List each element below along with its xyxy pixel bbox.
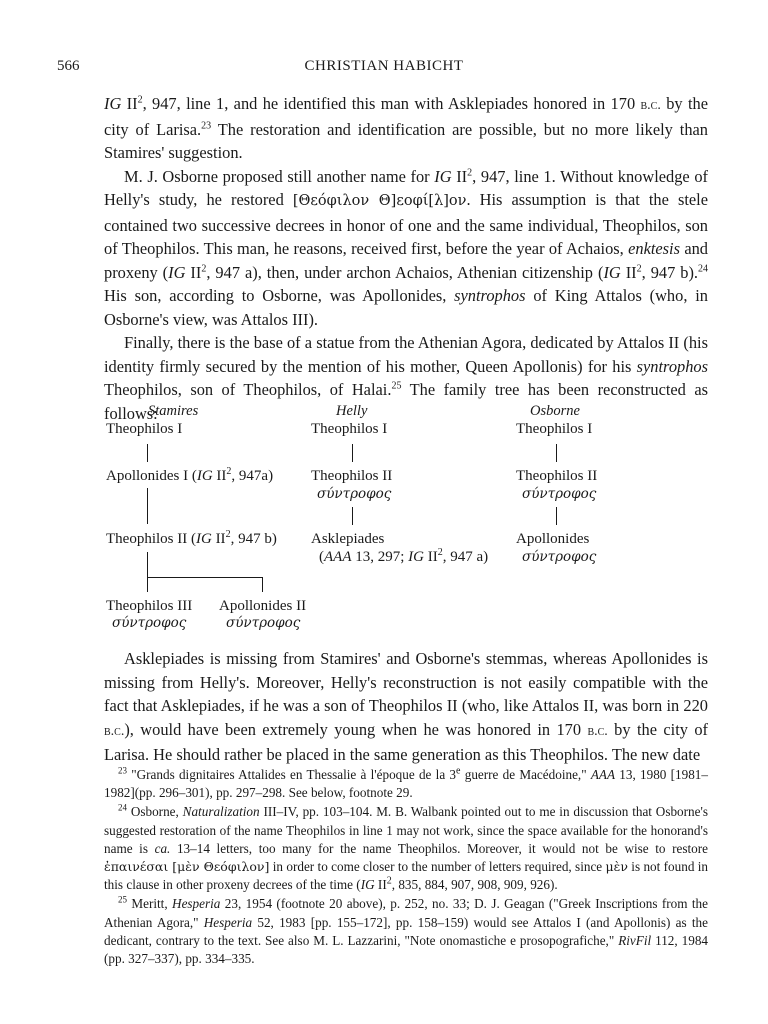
osborne-connector-1 <box>556 444 557 462</box>
footnote-ref-23: 23 <box>201 120 212 132</box>
helly-asklepiades: Asklepiades <box>311 531 385 547</box>
footnotes <box>104 766 708 969</box>
footnote-ref-24: 24 <box>698 263 709 275</box>
helly-connector-1 <box>352 444 353 462</box>
footnote-24: $^{24}$ Osborne, Naturalization III–IV, pp. 103–104. M. B. Walbank pointed out to me in discussion that Osborne's suggested restoration of the name Theophilos in line 1 may not work, since the space available for the honorand's name is ca. 13–14 letters, too many for the name Theophilos. Moreover, it would not be wise to restore ἐπαινέσαι [μὲν Θεόφιλον] in order to come closer to the number of letters required, since μὲν is not found in this clause in other proxeny decrees of the time (IG $II^2$, 835, 884, 907, 908, 909, 926). <box>104 803 709 893</box>
running-title: CHRISTIAN HABICHT <box>304 58 464 74</box>
page-number: 566 <box>57 58 80 74</box>
osborne-theophilos-2: Theophilos II <box>516 468 598 484</box>
osborne-theophilos-2-syntrophos: σύντροφος <box>522 486 597 502</box>
osborne-theophilos-1: Theophilos I <box>516 421 593 437</box>
stemma-title-osborne: Osborne <box>530 403 580 419</box>
helly-asklepiades-refs: (AAA 13, 297; IG $II^2$, 947 a) <box>319 547 489 565</box>
osborne-apollonides: Apollonides <box>516 531 590 547</box>
paragraph-3: Finally, there is the base of a statue from the Athenian Agora, dedicated by Attalos II (his identity firmly secured by the mention of his mother, Queen Apollonis) for his syntrophos Theophilos, son of Theophilos, of Halai.$^{25}$ The family tree has been reconstructed as follows: <box>104 333 708 423</box>
osborne-connector-2 <box>556 507 557 525</box>
helly-theophilos-1: Theophilos I <box>311 421 388 437</box>
stamires-theophilos-3: Theophilos III <box>106 598 193 614</box>
stamires-connector-4 <box>262 577 263 592</box>
stamires-apollonides-2-syntrophos: σύντροφος <box>226 615 301 631</box>
stamires-connector-3 <box>147 552 148 592</box>
paragraph-2: M. J. Osborne proposed still another name for IG $II^2$, 947, line 1. Without knowledge of Helly's study, he restored [Θεόφιλον Θ]εοφί[λ]ον. His assumption is that the stele contained two successive decrees in honor of one and the same individual, Theophilos, son of Theophilos. This man, he reasons, received first, before the year of Achaios, enktesis and proxeny (IG $II^2$, 947 a), then, under archon Achaios, Athenian citizenship (IG $II^2$, 947 b).$^{24}$ His son, according to Osborne, was Apollonides, syntrophos of King Attalos (who, in Osborne's view, was Attalos III). <box>104 166 709 329</box>
stamires-connector-2 <box>147 488 148 524</box>
stamires-connector-1 <box>147 444 148 462</box>
osborne-apollonides-syntrophos: σύντροφος <box>522 549 597 565</box>
stemma-title-helly: Helly <box>336 403 368 419</box>
stamires-theophilos-3-syntrophos: σύντροφος <box>112 615 187 631</box>
stemma-title-stamires: Stamires <box>148 403 199 419</box>
greek-restoration: [Θεόφιλον Θ]εοφί[λ]ον <box>292 193 467 209</box>
helly-connector-2 <box>352 507 353 525</box>
paragraph-1: IG $II^2$, 947, line 1, and he identified this man with Asklepiades honored in 170 b.c. by the city of Larisa.$^{23}$ The restoration and identification are possible, but no more likely than Stamires' suggestion. <box>104 94 709 162</box>
helly-theophilos-2: Theophilos II <box>311 468 393 484</box>
stamires-theophilos-2: Theophilos II (IG $II^2$, 947 b) <box>106 529 277 547</box>
helly-theophilos-2-syntrophos: σύντροφος <box>317 486 392 502</box>
body-text-bottom <box>104 647 708 767</box>
stamires-apollonides-1: Apollonides I (IG $II^2$, 947a) <box>106 466 274 484</box>
footnote-25: $^{25}$ Meritt, Hesperia 23, 1954 (footnote 20 above), p. 252, no. 33; D. J. Geagan ("Greek Inscriptions from the Athenian Agora," Hesperia 52, 1983 [pp. 155–172], pp. 158–159) would see Attalos I (and Apollonis) as the dedicant, contrary to the text. See also M. L. Lazzarini, "Note onomastiche e prosopografiche," RivFil 112, 1984 (pp. 327–337), pp. 334–335. <box>104 895 709 967</box>
stamires-branch-line <box>147 577 263 578</box>
stamires-apollonides-2: Apollonides II <box>219 598 307 614</box>
stamires-theophilos-1: Theophilos I <box>106 421 183 437</box>
footnote-ref-25: 25 <box>391 380 402 392</box>
footnote-23: $^{23}$ "Grands dignitaires Attalides en Thessalie à l'époque de la 3e guerre de Macédoine," AAA 13, 1980 [1981–1982](pp. 296–301), pp. 297–298. See below, footnote 29. <box>104 765 708 801</box>
paragraph-4: Asklepiades is missing from Stamires' and Osborne's stemmas, whereas Apollonides is missing from Helly's. Moreover, Helly's reconstruction is not easily compatible with the fact that Asklepiades, if he was a son of Theophilos II (who, like Attalos II, was born in 220 b.c.), would have been extremely young when he was honored in 170 b.c. by the city of Larisa. He should rather be placed in the same generation as this Theophilos. The new date <box>104 649 708 764</box>
